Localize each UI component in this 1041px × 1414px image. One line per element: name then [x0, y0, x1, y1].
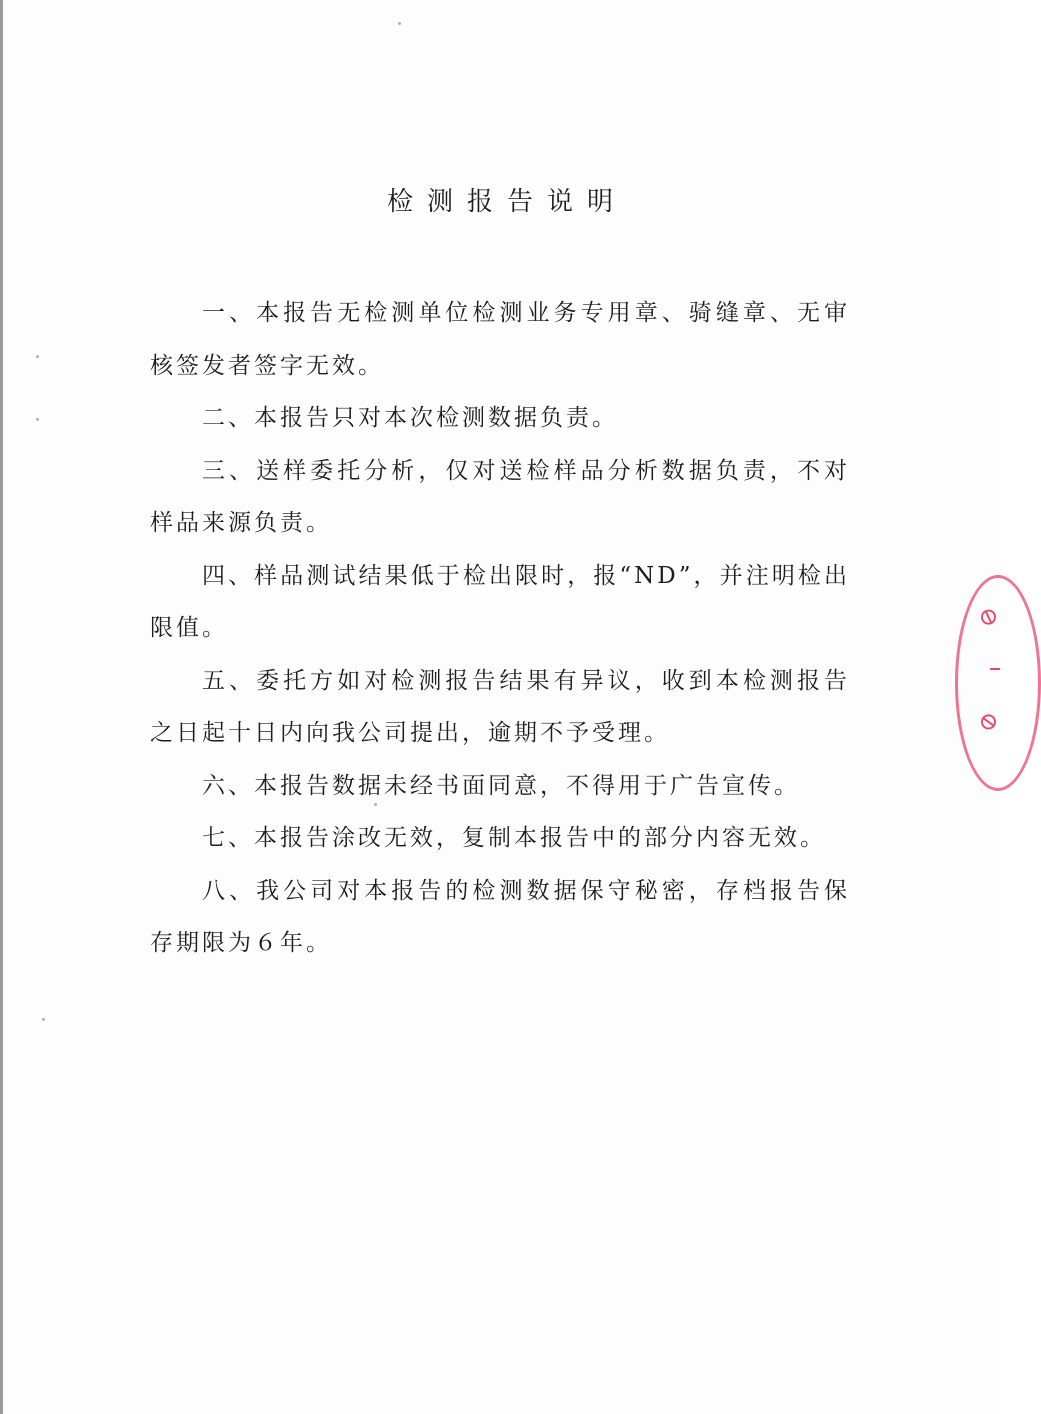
note-paragraph-5: 五、委托方如对检测报告结果有异议，收到本检测报告之日起十日内向我公司提出，逾期不予受理。 [150, 667, 850, 746]
page-title: 检测报告说明 [386, 187, 627, 217]
note-paragraph-1: 一、本报告无检测单位检测业务专用章、骑缝章、无审核签发者签字无效。 [150, 300, 850, 379]
note-paragraph-4: 四、样品测试结果低于检出限时，报“ND”，并注明检出限值。 [150, 562, 850, 641]
scan-speck [36, 418, 39, 421]
note-paragraph-3: 三、送样委托分析，仅对送检样品分析数据负责，不对样品来源负责。 [150, 457, 850, 536]
note-paragraph-7: 七、本报告涂改无效，复制本报告中的部分内容无效。 [202, 825, 826, 851]
scan-speck [398, 22, 401, 25]
note-paragraph-2: 二、本报告只对本次检测数据负责。 [202, 405, 618, 431]
scan-speck [42, 1018, 45, 1021]
seam-seal-stamp [955, 575, 1041, 791]
notes-body [150, 287, 850, 970]
note-paragraph-6: 六、本报告数据未经书面同意，不得用于广告宣传。 [202, 772, 800, 799]
note-paragraph-8: 八、我公司对本报告的检测数据保守秘密，存档报告保存期限为６年。 [150, 877, 850, 956]
seam-seal-mark [990, 668, 1000, 670]
scan-speck [36, 355, 39, 358]
seam-seal-glyph: ⊘ [972, 709, 1004, 735]
seam-seal-glyph: ⊘ [971, 602, 1005, 632]
scan-speck [374, 803, 377, 806]
